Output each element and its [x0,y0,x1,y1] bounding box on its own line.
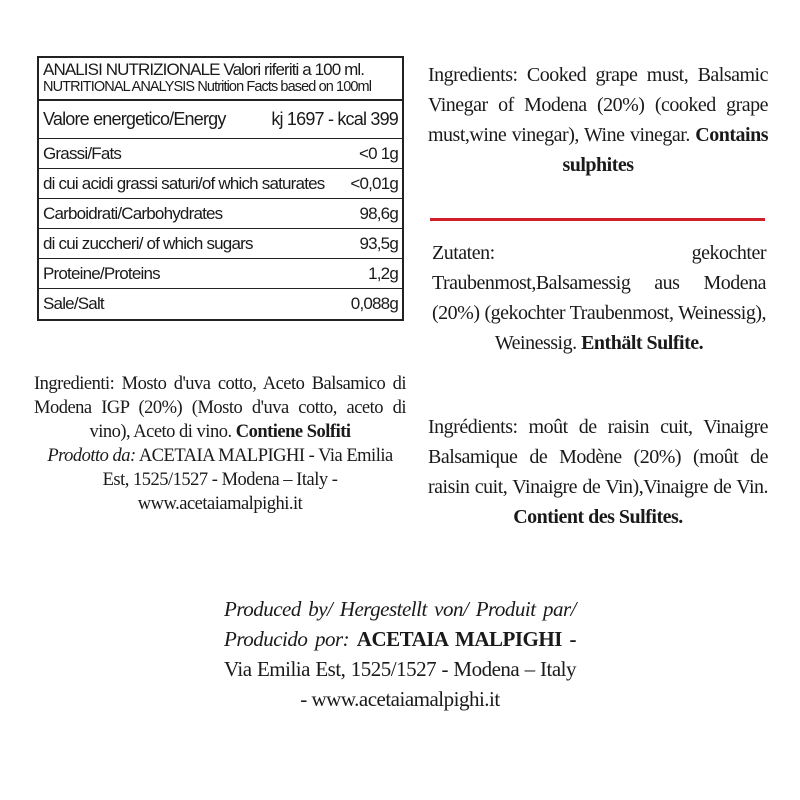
italian-ingredients-text: Ingredienti: Mosto d'uva cotto, Aceto Balsamico di Modena IGP (20%) (Mosto d'uva cotto, aceto di vino), Aceto di vino. [34,374,406,442]
nutrition-row [39,101,402,139]
german-contains-text: Enthält Sulfite. [581,332,704,354]
nutrition-row [39,139,402,169]
footer-producer-block [224,594,576,714]
german-ingredients-text: Zutaten: gekochter Traubenmost,Balsamessig aus Modena (20%) (gekochter Traubenmost, Weinessig), Weinessig. [432,242,766,354]
nutrition-value: <0 1g [358,143,398,163]
nutrition-row [39,199,402,229]
red-divider [430,218,765,221]
italian-ingredients-block [34,372,406,516]
nutrition-header [39,58,402,101]
nutrition-value: <0,01g [350,173,398,193]
nutrition-value: 93,5g [359,233,398,253]
footer-producer: ACETAIA MALPIGHI - [356,627,576,651]
footer-address: Via Emilia Est, 1525/1527 - Modena – Italy - www.acetaiamalpighi.it [224,657,576,711]
nutrition-label: Carboidrati/Carbohydrates [43,203,223,223]
english-ingredients-text: Ingredients: Cooked grape must, Balsamic Vinegar of Modena (20%) (cooked grape must,wine vinegar), Wine vinegar. [428,64,768,146]
nutrition-label: Grassi/Fats [43,143,122,163]
nutrition-row [39,259,402,289]
french-ingredients-text: Ingrédients: moût de raisin cuit, Vinaigre Balsamique de Modène (20%) (moût de raisin cuit, Vinaigre de Vin),Vinaigre de Vin. [428,416,768,498]
nutrition-row [39,289,402,319]
nutrition-table [37,56,404,321]
french-contains-text: Contient des Sulfites. [513,506,683,528]
nutrition-value: 98,6g [359,203,398,223]
nutrition-row [39,229,402,259]
italian-producer: ACETAIA MALPIGHI - [138,446,315,466]
nutrition-label: Sale/Salt [43,294,104,313]
nutrition-value: kj 1697 - kcal 399 [271,109,398,129]
english-ingredients-block [428,60,768,180]
nutrition-value: 0,088g [350,294,398,313]
italian-contains-text: Contiene Solfiti [235,422,351,442]
nutrition-label: Proteine/Proteins [43,263,160,283]
nutrition-label: Valore energetico/Energy [43,109,226,129]
german-ingredients-block [432,238,766,358]
nutrition-title-en: NUTRITIONAL ANALYSIS Nutrition Facts based on 100ml [43,79,372,95]
english-contains-text: Contains sulphites [562,124,768,176]
nutrition-label: di cui zuccheri/ of which sugars [43,233,253,253]
italian-produced-label: Prodotto da: [47,446,136,466]
footer-produced-label: Produced by/ Hergestellt von/ Produit par/ Producido por: [224,597,576,651]
french-ingredients-block [428,412,768,532]
italian-address: Via Emilia Est, 1525/1527 - Modena – Italy - www.acetaiamalpighi.it [102,446,393,514]
nutrition-title-it: ANALISI NUTRIZIONALE Valori riferiti a 100 ml. [43,60,365,79]
nutrition-value: 1,2g [368,263,398,283]
nutrition-label: di cui acidi grassi saturi/of which saturates [43,173,325,193]
nutrition-row [39,169,402,199]
